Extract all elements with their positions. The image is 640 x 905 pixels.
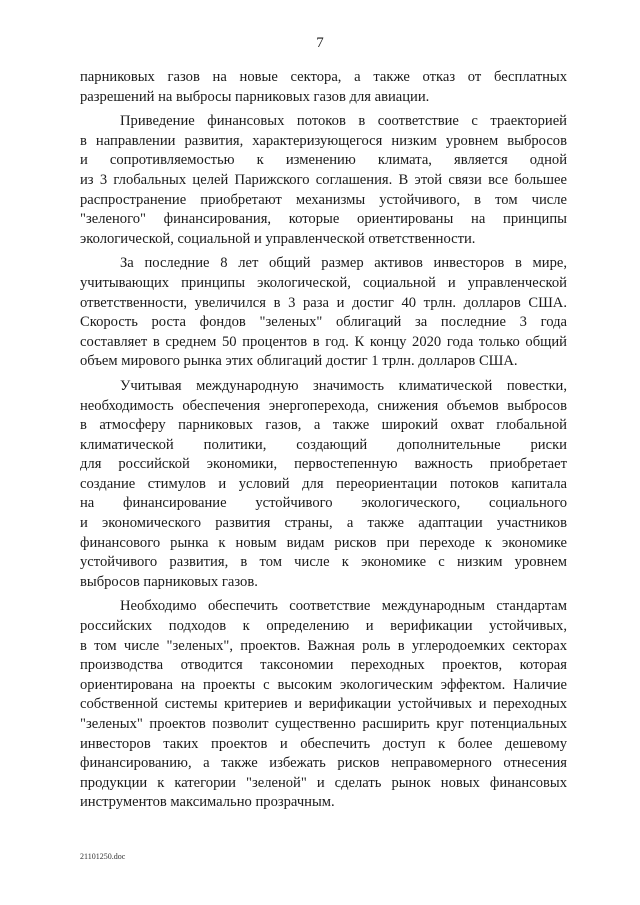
text-line: составляет в среднем 50 процентов в год. К концу 2020 года только общий bbox=[80, 333, 567, 350]
text-line: ответственности, увеличился в 3 раза и достиг 40 трлн. долларов США. bbox=[80, 294, 567, 311]
paragraph bbox=[80, 377, 567, 593]
text-line: в атмосферу парниковых газов, а также широкий охват глобальной bbox=[80, 417, 567, 434]
file-code-footer: 21101250.doc bbox=[80, 852, 126, 861]
text-line: климатической политики, создающий дополнительные риски bbox=[80, 436, 567, 453]
text-line: За последние 8 лет общий размер активов инвесторов в мире, bbox=[120, 255, 567, 272]
text-line: "зеленых" проектов позволит существенно расширить круг потенциальных bbox=[80, 716, 567, 732]
text-line: необходимость обеспечения энергоперехода, снижения объемов выбросов bbox=[80, 397, 567, 414]
page-number: 7 bbox=[316, 35, 324, 51]
text-line: Необходимо обеспечить соответствие международным стандартам bbox=[120, 598, 567, 615]
text-line: и сопротивляемостью к изменению климата, является одной bbox=[80, 152, 567, 169]
text-line: для российской экономики, первостепенную важность приобретает bbox=[80, 456, 567, 473]
text-line: Приведение финансовых потоков в соответствие с траекторией bbox=[120, 113, 567, 130]
text-line: из 3 глобальных целей Парижского соглашения. В этой связи все большее bbox=[80, 171, 567, 188]
text-line: устойчивого развития, в том числе к экономике с низким уровнем bbox=[80, 554, 567, 571]
text-line: в том числе "зеленых", проектов. Важная роль в углеродоемких секторах bbox=[80, 637, 567, 654]
paragraph bbox=[80, 254, 567, 372]
text-line: разрешений на выбросы парниковых газов для авиации. bbox=[80, 88, 430, 105]
paragraph bbox=[80, 68, 567, 107]
text-line: учитывающих принципы экологической, социальной и управленческой bbox=[80, 274, 567, 291]
text-line: экологической, социальной и управленческой ответственности. bbox=[80, 230, 476, 247]
text-line: инвесторов таких проектов и обеспечить доступ к более дешевому bbox=[80, 735, 567, 752]
text-line: продукции к категории "зеленой" и сделать рынок новых финансовых bbox=[80, 774, 567, 791]
text-line: распространение приобретают механизмы устойчивого, в том числе bbox=[80, 191, 567, 208]
text-line: парниковых газов на новые сектора, а также отказ от бесплатных bbox=[80, 69, 567, 85]
text-line: Учитывая международную значимость климатической повестки, bbox=[120, 377, 567, 394]
text-line: инструментов максимально прозрачным. bbox=[80, 794, 335, 811]
paragraph bbox=[80, 597, 567, 813]
text-line: создание стимулов и условий для переориентации потоков капитала bbox=[80, 475, 567, 492]
text-line: "зеленого" финансирования, которые ориентированы на принципы bbox=[80, 211, 567, 228]
text-line: финансированию, а также избежать рисков неправомерного отнесения bbox=[80, 755, 567, 772]
text-line: финансового рынка к новым видам рисков при переходе к экономике bbox=[80, 534, 567, 551]
text-line: производства отводится таксономии переходных проектов, которая bbox=[80, 657, 567, 674]
text-line: собственной системы критериев и верификации устойчивых и переходных bbox=[80, 696, 567, 713]
text-line: ориентирована на проекты с высоким экологическим эффектом. Наличие bbox=[80, 676, 567, 693]
document-body bbox=[80, 68, 567, 818]
text-line: российских подходов к определению и верификации устойчивых, bbox=[80, 618, 567, 635]
text-line: на финансирование устойчивого экологического, социального bbox=[80, 495, 567, 512]
text-line: объем мирового рынка этих облигаций достиг 1 трлн. долларов США. bbox=[80, 353, 518, 370]
text-line: выбросов парниковых газов. bbox=[80, 573, 258, 590]
text-line: Скорость роста фондов "зеленых" облигаций за последние 3 года bbox=[80, 314, 567, 331]
text-line: и экономического развития страны, а также адаптации участников bbox=[80, 515, 567, 532]
text-line: в направлении развития, характеризующегося низким уровнем выбросов bbox=[80, 132, 567, 149]
paragraph bbox=[80, 112, 567, 249]
